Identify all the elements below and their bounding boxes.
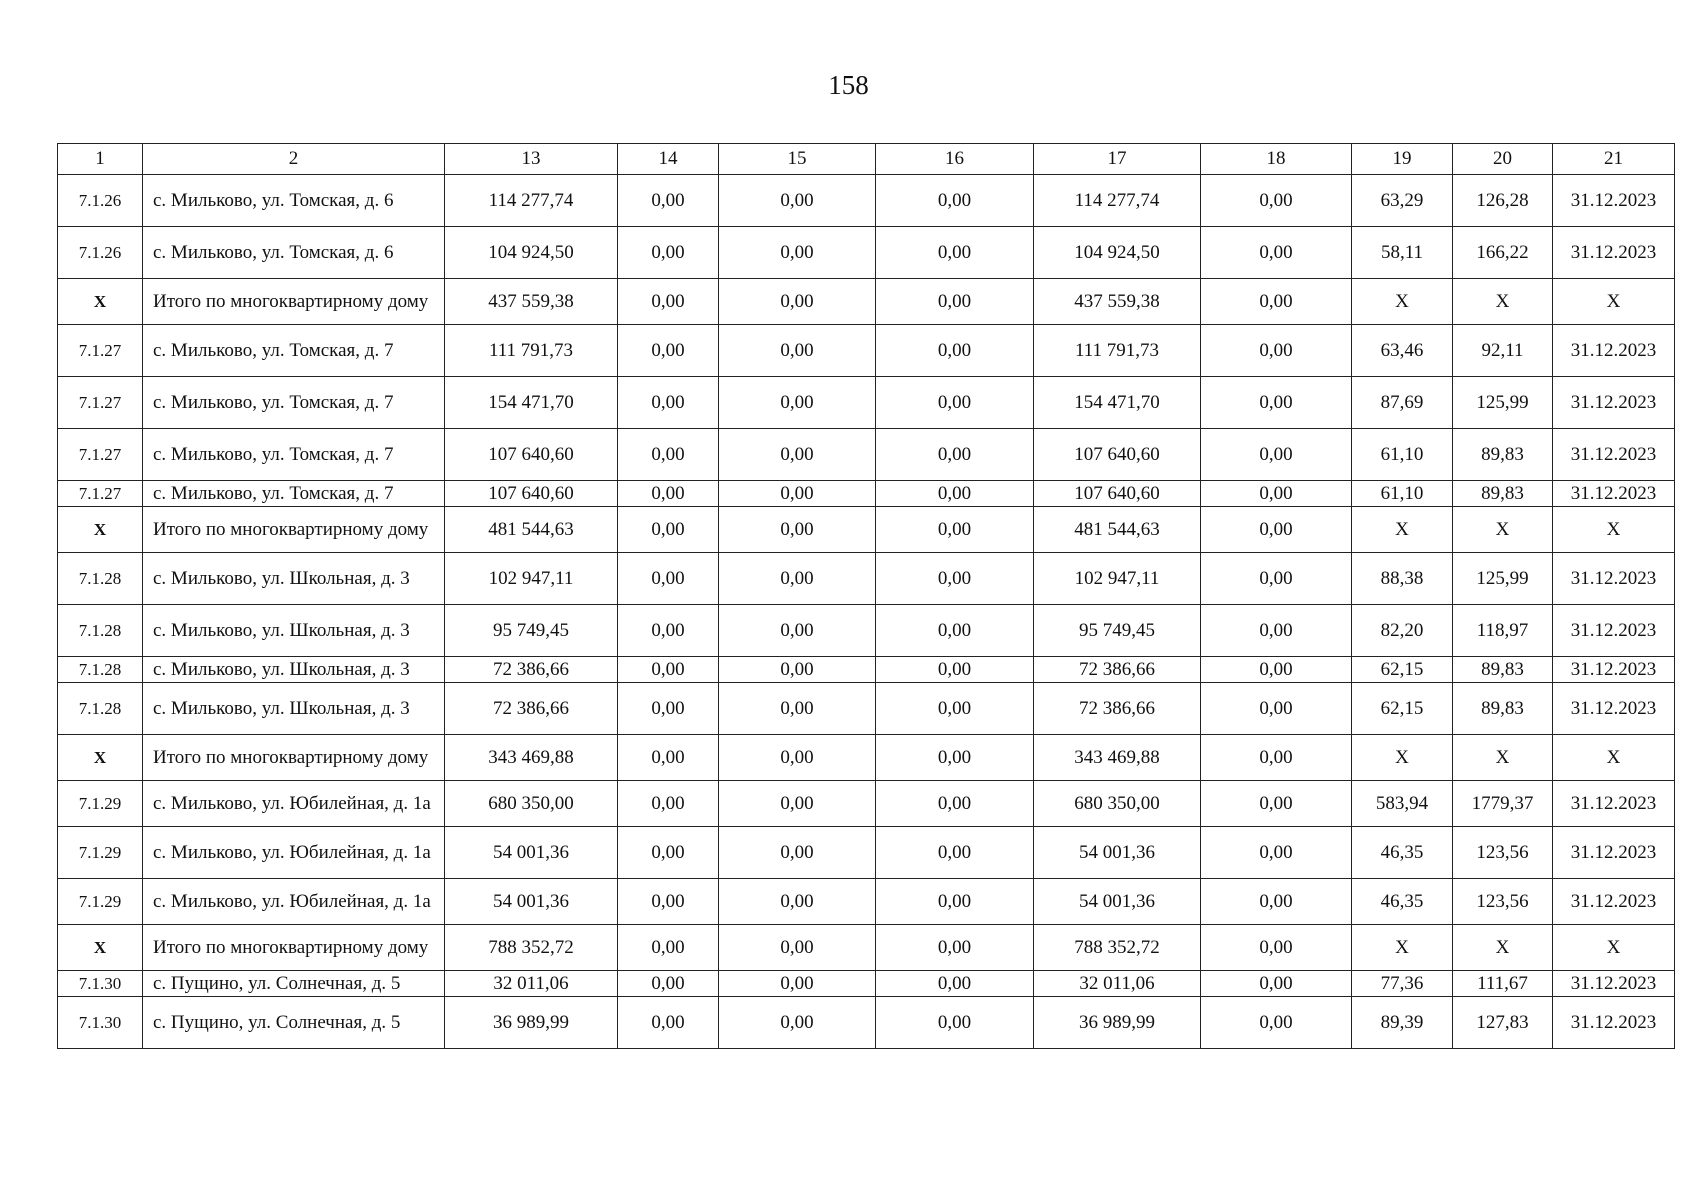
row-number-cell: 7.1.26 — [58, 227, 143, 279]
value-cell: 583,94 — [1352, 781, 1453, 827]
value-cell: 102 947,11 — [445, 553, 618, 605]
date-cell: X — [1553, 507, 1675, 553]
value-cell: X — [1352, 507, 1453, 553]
table-row — [58, 605, 1675, 657]
table-row — [58, 683, 1675, 735]
row-number-cell: X — [58, 735, 143, 781]
table-row — [58, 429, 1675, 481]
address-cell: с. Мильково, ул. Юбилейная, д. 1а — [143, 879, 445, 925]
address-cell: с. Мильково, ул. Томская, д. 7 — [143, 377, 445, 429]
value-cell: 0,00 — [618, 175, 719, 227]
table-row — [58, 781, 1675, 827]
value-cell: 0,00 — [618, 481, 719, 507]
row-number-cell: 7.1.28 — [58, 657, 143, 683]
value-cell: 118,97 — [1453, 605, 1553, 657]
date-cell: X — [1553, 925, 1675, 971]
column-header: 20 — [1453, 144, 1553, 175]
value-cell: 0,00 — [618, 605, 719, 657]
value-cell: 166,22 — [1453, 227, 1553, 279]
value-cell: 0,00 — [876, 429, 1034, 481]
value-cell: 0,00 — [876, 827, 1034, 879]
value-cell: 0,00 — [1201, 683, 1352, 735]
value-cell: 89,83 — [1453, 657, 1553, 683]
value-cell: 0,00 — [876, 657, 1034, 683]
value-cell: 0,00 — [719, 879, 876, 925]
date-cell: 31.12.2023 — [1553, 175, 1675, 227]
address-cell: с. Мильково, ул. Юбилейная, д. 1а — [143, 781, 445, 827]
value-cell: 0,00 — [618, 971, 719, 997]
value-cell: 0,00 — [1201, 781, 1352, 827]
value-cell: 72 386,66 — [445, 657, 618, 683]
value-cell: 62,15 — [1352, 683, 1453, 735]
value-cell: 0,00 — [876, 925, 1034, 971]
address-cell: Итого по многоквартирному дому — [143, 735, 445, 781]
value-cell: 111 791,73 — [1034, 325, 1201, 377]
table-total-row — [58, 735, 1675, 781]
value-cell: 0,00 — [1201, 827, 1352, 879]
value-cell: 126,28 — [1453, 175, 1553, 227]
value-cell: 0,00 — [719, 279, 876, 325]
address-cell: с. Мильково, ул. Томская, д. 7 — [143, 481, 445, 507]
value-cell: 89,39 — [1352, 997, 1453, 1049]
table-row — [58, 227, 1675, 279]
column-header: 1 — [58, 144, 143, 175]
value-cell: 32 011,06 — [445, 971, 618, 997]
value-cell: 88,38 — [1352, 553, 1453, 605]
value-cell: 0,00 — [1201, 657, 1352, 683]
value-cell: 0,00 — [719, 827, 876, 879]
table-total-row — [58, 507, 1675, 553]
value-cell: X — [1352, 925, 1453, 971]
value-cell: 61,10 — [1352, 481, 1453, 507]
address-cell: с. Пущино, ул. Солнечная, д. 5 — [143, 971, 445, 997]
date-cell: 31.12.2023 — [1553, 657, 1675, 683]
value-cell: 1779,37 — [1453, 781, 1553, 827]
value-cell: 102 947,11 — [1034, 553, 1201, 605]
row-number-cell: 7.1.28 — [58, 683, 143, 735]
value-cell: X — [1453, 507, 1553, 553]
value-cell: 0,00 — [1201, 279, 1352, 325]
value-cell: 0,00 — [876, 683, 1034, 735]
date-cell: 31.12.2023 — [1553, 377, 1675, 429]
column-header: 15 — [719, 144, 876, 175]
value-cell: 437 559,38 — [1034, 279, 1201, 325]
value-cell: 0,00 — [719, 325, 876, 377]
value-cell: 125,99 — [1453, 377, 1553, 429]
value-cell: X — [1453, 925, 1553, 971]
value-cell: 0,00 — [876, 481, 1034, 507]
row-number-cell: 7.1.27 — [58, 377, 143, 429]
value-cell: 0,00 — [1201, 925, 1352, 971]
value-cell: 58,11 — [1352, 227, 1453, 279]
address-cell: с. Мильково, ул. Томская, д. 6 — [143, 227, 445, 279]
value-cell: 0,00 — [618, 879, 719, 925]
value-cell: 0,00 — [876, 507, 1034, 553]
row-number-cell: X — [58, 279, 143, 325]
value-cell: 114 277,74 — [445, 175, 618, 227]
row-number-cell: X — [58, 507, 143, 553]
value-cell: 0,00 — [1201, 971, 1352, 997]
value-cell: 0,00 — [618, 925, 719, 971]
value-cell: 154 471,70 — [1034, 377, 1201, 429]
value-cell: 0,00 — [618, 827, 719, 879]
date-cell: X — [1553, 735, 1675, 781]
value-cell: 82,20 — [1352, 605, 1453, 657]
value-cell: 0,00 — [1201, 605, 1352, 657]
value-cell: 72 386,66 — [1034, 683, 1201, 735]
column-header: 2 — [143, 144, 445, 175]
value-cell: 61,10 — [1352, 429, 1453, 481]
row-number-cell: 7.1.27 — [58, 325, 143, 377]
table-row — [58, 175, 1675, 227]
date-cell: 31.12.2023 — [1553, 997, 1675, 1049]
date-cell: 31.12.2023 — [1553, 605, 1675, 657]
address-cell: с. Мильково, ул. Школьная, д. 3 — [143, 605, 445, 657]
value-cell: 0,00 — [618, 781, 719, 827]
value-cell: 788 352,72 — [1034, 925, 1201, 971]
row-number-cell: 7.1.28 — [58, 605, 143, 657]
value-cell: 437 559,38 — [445, 279, 618, 325]
table-header-row — [58, 144, 1675, 175]
value-cell: X — [1453, 735, 1553, 781]
value-cell: 107 640,60 — [1034, 429, 1201, 481]
date-cell: 31.12.2023 — [1553, 683, 1675, 735]
column-header: 21 — [1553, 144, 1675, 175]
value-cell: X — [1352, 735, 1453, 781]
column-header: 14 — [618, 144, 719, 175]
table-row — [58, 657, 1675, 683]
value-cell: 788 352,72 — [445, 925, 618, 971]
value-cell: 0,00 — [618, 997, 719, 1049]
row-number-cell: 7.1.30 — [58, 971, 143, 997]
value-cell: 46,35 — [1352, 879, 1453, 925]
value-cell: 0,00 — [1201, 553, 1352, 605]
date-cell: 31.12.2023 — [1553, 971, 1675, 997]
value-cell: 154 471,70 — [445, 377, 618, 429]
value-cell: 0,00 — [719, 683, 876, 735]
value-cell: 0,00 — [876, 325, 1034, 377]
address-cell: с. Мильково, ул. Школьная, д. 3 — [143, 683, 445, 735]
address-cell: с. Мильково, ул. Томская, д. 6 — [143, 175, 445, 227]
value-cell: 95 749,45 — [445, 605, 618, 657]
value-cell: 0,00 — [719, 227, 876, 279]
date-cell: 31.12.2023 — [1553, 553, 1675, 605]
value-cell: 0,00 — [719, 997, 876, 1049]
value-cell: 123,56 — [1453, 827, 1553, 879]
value-cell: 0,00 — [876, 605, 1034, 657]
value-cell: 111 791,73 — [445, 325, 618, 377]
column-header: 13 — [445, 144, 618, 175]
value-cell: 481 544,63 — [1034, 507, 1201, 553]
value-cell: 107 640,60 — [1034, 481, 1201, 507]
value-cell: 36 989,99 — [1034, 997, 1201, 1049]
address-cell: с. Мильково, ул. Школьная, д. 3 — [143, 657, 445, 683]
value-cell: 87,69 — [1352, 377, 1453, 429]
address-cell: с. Мильково, ул. Юбилейная, д. 1а — [143, 827, 445, 879]
value-cell: 0,00 — [1201, 879, 1352, 925]
value-cell: 0,00 — [618, 735, 719, 781]
page-number: 158 — [828, 70, 869, 100]
value-cell: 0,00 — [876, 997, 1034, 1049]
value-cell: 46,35 — [1352, 827, 1453, 879]
row-number-cell: 7.1.28 — [58, 553, 143, 605]
address-cell: Итого по многоквартирному дому — [143, 925, 445, 971]
value-cell: 77,36 — [1352, 971, 1453, 997]
address-cell: с. Пущино, ул. Солнечная, д. 5 — [143, 997, 445, 1049]
row-number-cell: 7.1.27 — [58, 429, 143, 481]
value-cell: 0,00 — [876, 971, 1034, 997]
value-cell: 343 469,88 — [1034, 735, 1201, 781]
value-cell: 89,83 — [1453, 481, 1553, 507]
value-cell: 0,00 — [1201, 997, 1352, 1049]
date-cell: 31.12.2023 — [1553, 481, 1675, 507]
value-cell: 0,00 — [1201, 175, 1352, 227]
value-cell: 62,15 — [1352, 657, 1453, 683]
column-header: 19 — [1352, 144, 1453, 175]
value-cell: 54 001,36 — [445, 879, 618, 925]
value-cell: 0,00 — [618, 227, 719, 279]
table-row — [58, 971, 1675, 997]
value-cell: 0,00 — [1201, 325, 1352, 377]
value-cell: 343 469,88 — [445, 735, 618, 781]
value-cell: 0,00 — [719, 925, 876, 971]
value-cell: 0,00 — [719, 507, 876, 553]
row-number-cell: 7.1.27 — [58, 481, 143, 507]
value-cell: 0,00 — [618, 507, 719, 553]
address-cell: Итого по многоквартирному дому — [143, 279, 445, 325]
value-cell: 680 350,00 — [445, 781, 618, 827]
value-cell: 0,00 — [876, 279, 1034, 325]
value-cell: 127,83 — [1453, 997, 1553, 1049]
value-cell: 63,46 — [1352, 325, 1453, 377]
date-cell: 31.12.2023 — [1553, 429, 1675, 481]
column-header: 16 — [876, 144, 1034, 175]
value-cell: 89,83 — [1453, 429, 1553, 481]
value-cell: X — [1453, 279, 1553, 325]
date-cell: 31.12.2023 — [1553, 781, 1675, 827]
value-cell: 0,00 — [618, 325, 719, 377]
value-cell: 54 001,36 — [1034, 879, 1201, 925]
value-cell: 0,00 — [719, 971, 876, 997]
table-row — [58, 553, 1675, 605]
value-cell: 0,00 — [719, 553, 876, 605]
value-cell: 104 924,50 — [1034, 227, 1201, 279]
value-cell: 0,00 — [1201, 429, 1352, 481]
value-cell: 125,99 — [1453, 553, 1553, 605]
value-cell: 0,00 — [719, 605, 876, 657]
value-cell: 0,00 — [1201, 377, 1352, 429]
column-header: 18 — [1201, 144, 1352, 175]
value-cell: 111,67 — [1453, 971, 1553, 997]
value-cell: 0,00 — [618, 429, 719, 481]
table-row — [58, 377, 1675, 429]
value-cell: 0,00 — [1201, 227, 1352, 279]
value-cell: 72 386,66 — [445, 683, 618, 735]
value-cell: 92,11 — [1453, 325, 1553, 377]
address-cell: с. Мильково, ул. Школьная, д. 3 — [143, 553, 445, 605]
value-cell: 0,00 — [618, 683, 719, 735]
row-number-cell: 7.1.29 — [58, 879, 143, 925]
table-body — [58, 144, 1675, 1049]
row-number-cell: 7.1.29 — [58, 827, 143, 879]
value-cell: 0,00 — [1201, 735, 1352, 781]
value-cell: 0,00 — [1201, 481, 1352, 507]
value-cell: 0,00 — [876, 175, 1034, 227]
value-cell: 481 544,63 — [445, 507, 618, 553]
value-cell: X — [1352, 279, 1453, 325]
value-cell: 0,00 — [719, 481, 876, 507]
row-number-cell: 7.1.30 — [58, 997, 143, 1049]
date-cell: 31.12.2023 — [1553, 827, 1675, 879]
address-cell: с. Мильково, ул. Томская, д. 7 — [143, 325, 445, 377]
table-total-row — [58, 925, 1675, 971]
address-cell: с. Мильково, ул. Томская, д. 7 — [143, 429, 445, 481]
value-cell: 95 749,45 — [1034, 605, 1201, 657]
value-cell: 0,00 — [618, 279, 719, 325]
row-number-cell: 7.1.29 — [58, 781, 143, 827]
value-cell: 32 011,06 — [1034, 971, 1201, 997]
table-row — [58, 325, 1675, 377]
value-cell: 63,29 — [1352, 175, 1453, 227]
value-cell: 0,00 — [876, 781, 1034, 827]
value-cell: 0,00 — [719, 781, 876, 827]
value-cell: 0,00 — [1201, 507, 1352, 553]
value-cell: 680 350,00 — [1034, 781, 1201, 827]
column-header: 17 — [1034, 144, 1201, 175]
table-row — [58, 997, 1675, 1049]
date-cell: 31.12.2023 — [1553, 227, 1675, 279]
value-cell: 0,00 — [719, 429, 876, 481]
value-cell: 0,00 — [876, 227, 1034, 279]
date-cell: 31.12.2023 — [1553, 325, 1675, 377]
value-cell: 0,00 — [618, 657, 719, 683]
data-table — [57, 143, 1675, 1049]
value-cell: 54 001,36 — [445, 827, 618, 879]
value-cell: 0,00 — [719, 657, 876, 683]
table-row — [58, 481, 1675, 507]
value-cell: 0,00 — [876, 553, 1034, 605]
value-cell: 123,56 — [1453, 879, 1553, 925]
value-cell: 0,00 — [618, 377, 719, 429]
value-cell: 36 989,99 — [445, 997, 618, 1049]
value-cell: 104 924,50 — [445, 227, 618, 279]
address-cell: Итого по многоквартирному дому — [143, 507, 445, 553]
date-cell: X — [1553, 279, 1675, 325]
value-cell: 0,00 — [719, 175, 876, 227]
row-number-cell: X — [58, 925, 143, 971]
value-cell: 54 001,36 — [1034, 827, 1201, 879]
table-total-row — [58, 279, 1675, 325]
row-number-cell: 7.1.26 — [58, 175, 143, 227]
value-cell: 72 386,66 — [1034, 657, 1201, 683]
value-cell: 89,83 — [1453, 683, 1553, 735]
value-cell: 0,00 — [618, 553, 719, 605]
table-row — [58, 879, 1675, 925]
value-cell: 107 640,60 — [445, 481, 618, 507]
table-row — [58, 827, 1675, 879]
value-cell: 107 640,60 — [445, 429, 618, 481]
date-cell: 31.12.2023 — [1553, 879, 1675, 925]
value-cell: 0,00 — [876, 735, 1034, 781]
value-cell: 0,00 — [719, 735, 876, 781]
value-cell: 0,00 — [719, 377, 876, 429]
value-cell: 0,00 — [876, 377, 1034, 429]
value-cell: 114 277,74 — [1034, 175, 1201, 227]
value-cell: 0,00 — [876, 879, 1034, 925]
